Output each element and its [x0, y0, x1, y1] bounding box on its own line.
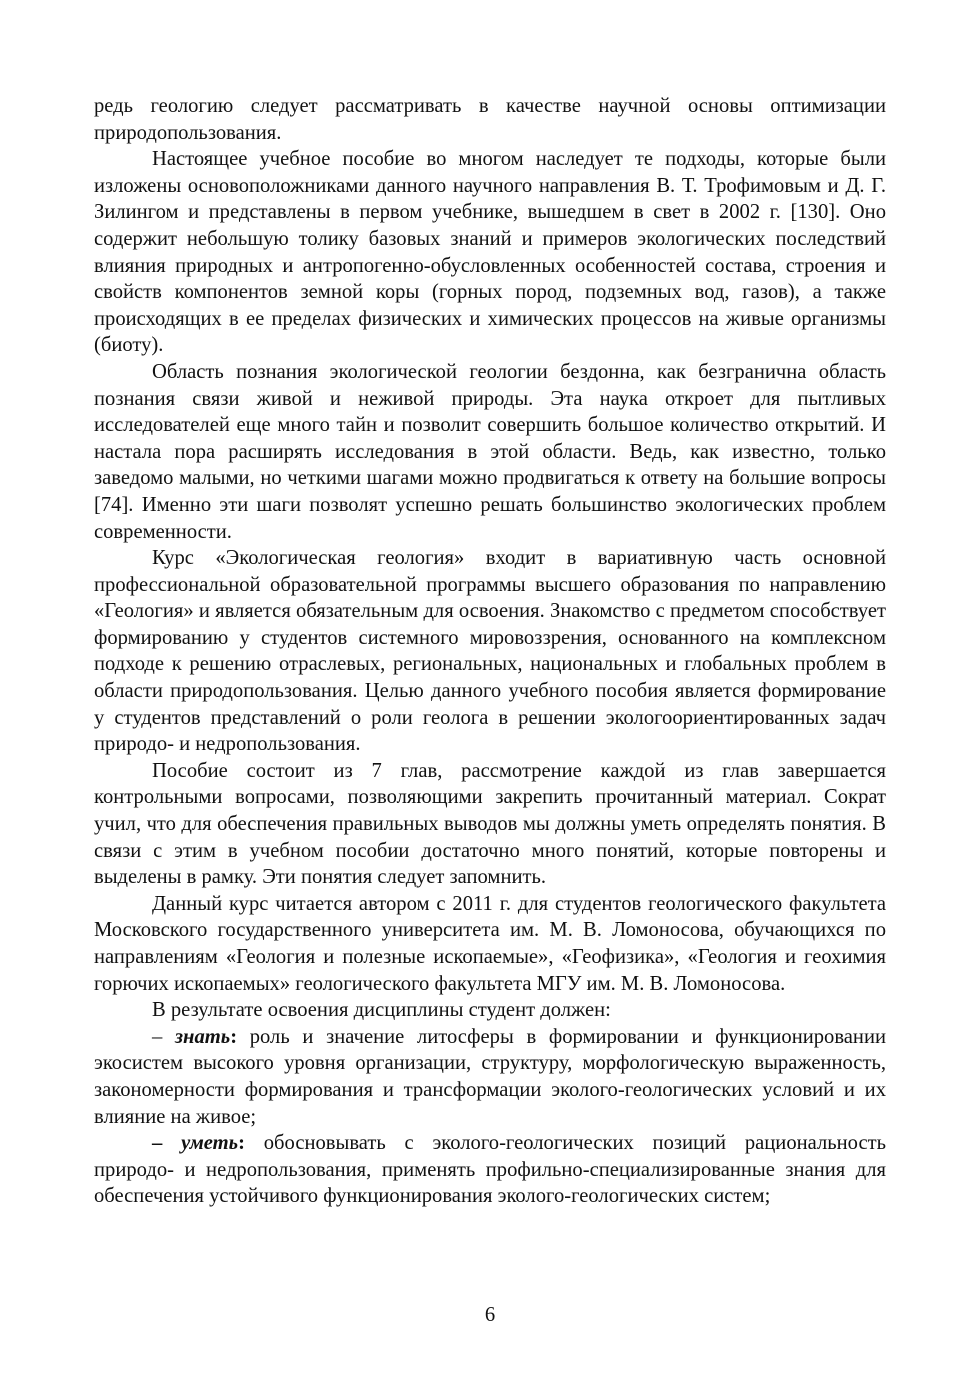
paragraph-field-of-knowledge: Область познания экологической геологии бездонна, как безгранична область познания связи живой и неживой природы. Эта наука откроет для пытливых исследователей еще много тайн и позволит совершить большое количество открытий. И настала пора расширять исследования в этой области. Ведь, как известно, только заведомо малыми, но четкими шагами можно продвигаться к ответу на большие вопросы [74]. Именно эти шаги позволят успешно решать большинство экологических проблем современности. — [94, 360, 886, 543]
page-body — [94, 93, 886, 1210]
requirement-can-prefix: – — [152, 1132, 182, 1155]
paragraph-course-audience: Данный курс читается автором с 2011 г. для студентов геологического факультета Московского государственного университета им. М. В. Ломоносова, обучающихся по направлениям «Геология и полезные ископаемые», «Геофизика», «Геология и геохимия горючих ископаемых» геологического факультета МГУ им. М. В. Ломоносова. — [94, 892, 886, 995]
requirement-can-colon: : — [238, 1132, 245, 1155]
requirement-know-text: роль и значение литосферы в формировании и функционировании экосистем высокого уровня организации, структуру, морфологическую выраженность, закономерности формирования и трансформации эколого-геологических условий и их влияние на живое; — [94, 1025, 886, 1128]
paragraph-book-structure: Пособие состоит из 7 глав, рассмотрение каждой из глав завершается контрольными вопросами, позволяющими закрепить прочитанный материал. Сократ учил, что для обеспечения правильных выводов мы должны уметь определять понятия. В связи с этим в учебном пособии достаточно много понятий, которые повторены и выделены в рамку. Эти понятия следует запомнить. — [94, 759, 886, 889]
requirement-can-text: обосновывать с эколого-геологических позиций рациональность природо- и недропользования, применять профильно-специализированные знания для обеспечения устойчивого функционирования эколого-геологических систем; — [94, 1132, 886, 1208]
requirement-know-prefix: – — [152, 1025, 175, 1048]
paragraph-continuation: редь геологию следует рассматривать в качестве научной основы оптимизации природопользования. — [94, 95, 886, 144]
paragraph-course-description: Курс «Экологическая геология» входит в вариативную часть основной профессиональной образовательной программы высшего образования по направлению «Геология» и является обязательным для освоения. Знакомство с предметом способствует формированию у студентов системного мировоззрения, основанного на комплексном подходе к решению отраслевых, региональных, национальных и глобальных проблем в области природопользования. Целью данного учебного пособия является формирование у студентов представлений о роли геолога в решении экологоориентированных задач природо- и недропользования. — [94, 547, 886, 756]
requirement-know — [94, 1024, 886, 1130]
requirement-can — [94, 1130, 886, 1210]
requirement-know-colon: : — [230, 1025, 238, 1048]
paragraph-textbook-origins: Настоящее учебное пособие во многом наследует те подходы, которые были изложены основоположниками данного научного направления В. Т. Трофимовым и Д. Г. Зилингом и представлены в первом учебнике, вышедшем в свет в 2002 г. [130]. Оно содержит небольшую толику базовых знаний и примеров экологических последствий влияния природных и антропогенно-обусловленных особенностей состава, строения и свойств компонентов земной коры (горных пород, подземных вод, газов), а также происходящих в ее пределах физических и химических процессов на живые организмы (биоту). — [94, 148, 886, 357]
requirement-know-term: знать — [174, 1025, 231, 1048]
paragraph-learning-outcomes-intro: В результате освоения дисциплины студент должен: — [152, 999, 611, 1022]
requirement-can-term: уметь — [181, 1132, 239, 1155]
page-number: 6 — [484, 1304, 496, 1326]
